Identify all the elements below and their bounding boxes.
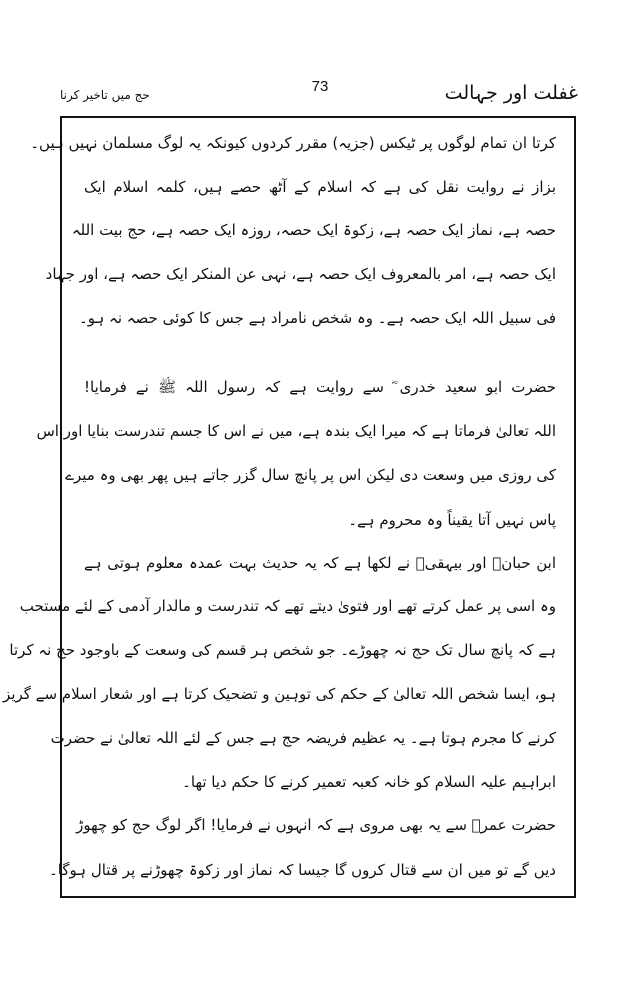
- text-line: کرتا ان تمام لوگوں پر ٹیکس (جزیہ) مقرر کردوں کیونکہ یہ لوگ مسلمان نہیں ہیں۔: [30, 134, 556, 152]
- text-line: کرنے کا مجرم ہوتا ہے۔ یہ عظیم فریضہ حج ہے جس کے لئے اللہ تعالیٰ نے حضرت: [50, 729, 556, 747]
- text-line: کی روزی میں وسعت دی لیکن اس پر پانچ سال گزر جاتے ہیں پھر بھی وہ میرے: [65, 466, 556, 484]
- running-head-chapter: حج میں تاخیر کرنا: [60, 88, 150, 102]
- text-line: دیں گے تو میں ان سے قتال کروں گا جیسا کہ نماز اور زکوۃ چھوڑنے پر قتال ہوگا۔: [49, 861, 556, 879]
- text-line: حضرت عمرؓ سے یہ بھی مروی ہے کہ انہوں نے فرمایا! اگر لوگ حج کو چھوڑ: [76, 816, 556, 834]
- text-line: حضرت ابو سعید خدری ؓ سے روایت ہے کہ رسول اللہ ﷺ نے فرمایا!: [84, 378, 556, 396]
- text-line: فی سبیل اللہ ایک حصہ ہے۔ وہ شخص نامراد ہے جس کا کوئی حصہ نہ ہو۔: [78, 309, 556, 327]
- text-line: حصہ ہے، نماز ایک حصہ ہے، زکوۃ ایک حصہ، روزہ ایک حصہ ہے، حج بیت اللہ: [71, 221, 556, 239]
- text-line: وہ اسی پر عمل کرتے تھے اور فتویٰ دیتے تھے کہ تندرست و مالدار آدمی کے لئے مستحب: [19, 597, 556, 615]
- text-line: ایک حصہ ہے، امر بالمعروف ایک حصہ ہے، نہی عن المنکر ایک حصہ ہے، اور جہاد: [45, 265, 556, 283]
- page-header: [60, 78, 578, 112]
- text-line: اللہ تعالیٰ فرماتا ہے کہ میرا ایک بندہ ہے، میں نے اس کا جسم تندرست بنایا اور اس: [36, 422, 556, 440]
- text-line: پاس نہیں آتا یقیناً وہ محروم ہے۔: [348, 511, 556, 529]
- text-line: ابن حبانؒ اور بیہقیؒ نے لکھا ہے کہ یہ حدیث بہت عمدہ معلوم ہوتی ہے: [84, 554, 556, 572]
- page-number: 73: [311, 78, 329, 95]
- text-line: ہو، ایسا شخص اللہ تعالیٰ کے حکم کی توہین و تضحیک کرتا ہے اور شعار اسلام سے گریز: [3, 685, 556, 703]
- text-line: ہے کہ پانچ سال تک حج نہ چھوڑے۔ جو شخص ہر قسم کی وسعت کے باوجود حج نہ کرتا: [9, 641, 556, 659]
- text-line: بزاز نے روایت نقل کی ہے کہ اسلام کے آٹھ حصے ہیں، کلمہ اسلام ایک: [84, 178, 556, 196]
- running-head-title: غفلت اور جہالت: [444, 82, 578, 104]
- text-line: ابراہیم علیہ السلام کو خانہ کعبہ تعمیر کرنے کا حکم دیا تھا۔: [182, 773, 556, 791]
